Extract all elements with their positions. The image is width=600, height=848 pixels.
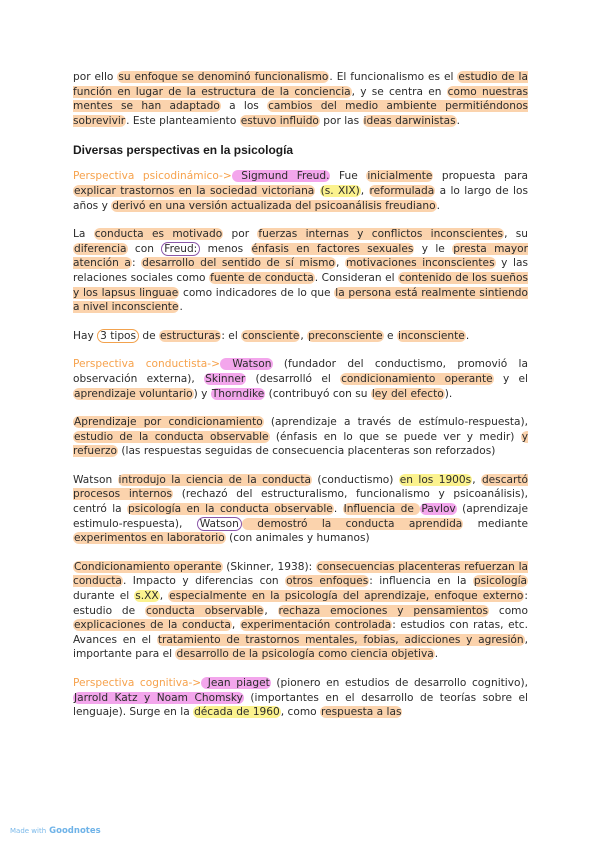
highlight: inicialmente bbox=[367, 170, 433, 183]
highlight: condicionamiento operante bbox=[341, 372, 493, 385]
highlight: ley del efecto bbox=[371, 387, 444, 400]
paragraph-behaviorist bbox=[73, 357, 528, 401]
text: , bbox=[231, 619, 240, 632]
highlight: consecuencias placenteras refuerzan la conducta bbox=[73, 560, 529, 588]
text: . bbox=[434, 648, 439, 661]
highlight-pink: Sigmund Freud. bbox=[232, 170, 330, 183]
text: propuesta para bbox=[433, 170, 529, 183]
text: promovió la observación externa), bbox=[73, 358, 528, 385]
highlight-pink: Jean piaget bbox=[202, 677, 270, 689]
highlight-pink: Jarrold Katz y Noam Chomsky bbox=[74, 691, 243, 704]
text: . Consideran el bbox=[314, 271, 399, 284]
text bbox=[315, 185, 319, 197]
highlight: psicología en la conducta observable bbox=[128, 503, 333, 516]
text: (las respuestas seguidas de consecuencia placenteras son reforzados) bbox=[118, 445, 496, 458]
text: . El funcionalismo es el bbox=[329, 71, 458, 83]
text: a los bbox=[220, 100, 268, 113]
text: a lo largo de los años y bbox=[73, 184, 528, 212]
highlight: fuerzas internas y conflictos inconscientes bbox=[258, 228, 504, 241]
watermark-made-with: Made with bbox=[10, 827, 47, 835]
circled-word: Freud: bbox=[161, 242, 200, 256]
highlight: estudio de la conducta observable bbox=[74, 430, 269, 443]
highlight: ideas darwinistas bbox=[363, 114, 456, 127]
text: , importante para el bbox=[73, 633, 528, 661]
highlight: consciente bbox=[242, 329, 300, 342]
highlight-yellow: en los 1900s bbox=[399, 473, 472, 486]
highlight: tratamiento de trastornos mentales, fobias, adicciones y agresión bbox=[157, 633, 524, 646]
text: (Skinner, 1938): bbox=[222, 560, 316, 573]
text: . bbox=[179, 301, 183, 314]
text: durante el bbox=[73, 590, 135, 603]
highlight: introdujo la ciencia de la conducta bbox=[118, 473, 312, 486]
text: Fue bbox=[330, 170, 367, 183]
highlight-yellow: s.XX bbox=[135, 590, 159, 603]
text: (desarrolló el bbox=[246, 372, 341, 385]
highlight: psicología bbox=[473, 575, 527, 588]
highlight-yellow: década de 1960 bbox=[194, 706, 280, 719]
highlight: respuesta a las bbox=[321, 706, 402, 719]
highlight: experimentación controlada bbox=[240, 619, 392, 632]
text: de bbox=[139, 329, 160, 342]
paragraph-conditioning bbox=[73, 415, 528, 459]
perspective-title: Perspectiva psicodinámico-> bbox=[73, 170, 232, 183]
text: . bbox=[465, 329, 470, 342]
highlight: estuvo influido bbox=[240, 114, 319, 127]
text: , bbox=[264, 604, 278, 617]
highlight-pink: Watson bbox=[220, 358, 272, 371]
highlight: contenido de los sueños y los lapsus linguae bbox=[73, 271, 529, 299]
highlight-pink: Pavlov bbox=[421, 503, 456, 516]
text: menos bbox=[200, 242, 251, 255]
highlight: diferencia bbox=[74, 242, 127, 255]
text: , su bbox=[504, 228, 528, 241]
text: . bbox=[456, 114, 460, 127]
text: . Este planteamiento bbox=[126, 114, 240, 127]
text: y le bbox=[414, 242, 453, 255]
text: mediante bbox=[463, 517, 529, 530]
text: , bbox=[360, 184, 369, 197]
highlight: explicar trastornos en la sociedad victoriana bbox=[74, 184, 315, 197]
text: (énfasis en lo que se puede ver y medir) bbox=[269, 430, 521, 443]
highlight: preconsciente bbox=[308, 329, 383, 342]
text: como bbox=[489, 604, 528, 617]
text: (conductismo) bbox=[312, 473, 399, 486]
highlight: aprendizaje voluntario bbox=[74, 387, 193, 400]
highlight: rechaza emociones y pensamientos bbox=[278, 604, 489, 617]
text: . bbox=[436, 199, 440, 212]
text: y el bbox=[493, 372, 528, 385]
text: Watson bbox=[73, 473, 118, 486]
text: (con animales y humanos) bbox=[225, 532, 370, 545]
highlight-pink: Thorndike bbox=[211, 387, 265, 400]
highlight: Aprendizaje por condicionamiento bbox=[74, 416, 263, 429]
paragraph-motivation bbox=[73, 227, 528, 315]
text: como indicadores de lo que bbox=[179, 286, 335, 299]
circled-word: Watson bbox=[197, 517, 242, 531]
highlight: conducta observable bbox=[146, 604, 264, 617]
goodnotes-watermark bbox=[10, 826, 101, 836]
perspective-title: Perspectiva conductista-> bbox=[73, 358, 220, 371]
text: Hay bbox=[73, 329, 98, 342]
paragraph-operant bbox=[73, 560, 528, 662]
highlight: estudio de la función en lugar de la estructura de la conciencia bbox=[73, 71, 528, 98]
watermark-brand: Goodnotes bbox=[49, 826, 101, 836]
text: , bbox=[159, 590, 169, 603]
text: : el bbox=[221, 329, 242, 342]
paragraph-functionalism bbox=[73, 70, 528, 128]
highlight: la persona está realmente sintiendo a nivel inconsciente bbox=[73, 286, 529, 314]
paragraph-watson bbox=[73, 473, 528, 546]
highlight: conducta es motivado bbox=[94, 228, 223, 241]
text: e bbox=[383, 329, 397, 342]
text: ). bbox=[444, 387, 453, 400]
highlight: derivó en una versión actualizada del psicoanálisis freudiano bbox=[112, 199, 436, 212]
highlight: y refuerzo bbox=[73, 430, 528, 458]
circled-word: 3 tipos bbox=[97, 329, 139, 343]
text: , bbox=[335, 257, 345, 270]
highlight: fuente de conducta bbox=[210, 271, 314, 284]
text: . Impacto y diferencias con bbox=[122, 575, 286, 588]
text: (rechazó del estructuralismo, funcionalismo y psicoanálisis), centró la bbox=[73, 488, 528, 516]
text: La bbox=[73, 228, 94, 241]
text: , bbox=[472, 473, 481, 486]
highlight: motivaciones inconscientes bbox=[345, 257, 495, 270]
highlight: Condicionamiento operante bbox=[74, 560, 222, 573]
text: : estudio de bbox=[73, 590, 528, 617]
text: , y se centra en bbox=[351, 85, 447, 98]
paragraph-psychodynamic bbox=[73, 169, 528, 213]
text: (fundador del conductismo, bbox=[272, 358, 446, 371]
highlight: explicaciones de la conducta bbox=[74, 619, 231, 632]
text: : estudios con ratas, etc. Avances en el bbox=[73, 619, 528, 646]
highlight: reformulada bbox=[369, 184, 435, 197]
text: (importantes en el desarrollo de teorías sobre el lenguaje). Surge en la bbox=[73, 691, 528, 719]
text: (pionero en estudios de desarrollo cognitivo), bbox=[270, 677, 528, 689]
text: : influencia en la bbox=[369, 575, 473, 588]
note-page bbox=[73, 70, 528, 720]
highlight: inconsciente bbox=[397, 329, 465, 342]
highlight: desarrollo de la psicología como ciencia objetiva bbox=[176, 648, 434, 661]
paragraph-cognitive bbox=[73, 676, 528, 720]
highlight-yellow: (s. XIX) bbox=[320, 184, 360, 197]
text: ) y bbox=[193, 387, 211, 400]
text: y las relaciones sociales como bbox=[73, 257, 528, 284]
highlight: énfasis en factores sexuales bbox=[251, 242, 414, 255]
text: (aprendizaje estimulo-respuesta), bbox=[73, 503, 528, 530]
text: . bbox=[333, 503, 343, 516]
highlight: estructuras bbox=[160, 329, 221, 342]
perspective-title: Perspectiva cognitiva-> bbox=[73, 677, 202, 689]
text: con bbox=[127, 242, 162, 255]
highlight: como nuestras mentes se han adaptado bbox=[73, 85, 528, 113]
highlight: presta mayor atención a bbox=[73, 242, 528, 270]
text: por bbox=[223, 228, 258, 241]
paragraph-structures bbox=[73, 329, 528, 344]
highlight: experimentos en laboratorio bbox=[74, 532, 225, 545]
text: (aprendizaje a través de estímulo-respuesta), bbox=[263, 416, 529, 429]
section-heading: Diversas perspectivas en la psicología bbox=[73, 143, 294, 158]
highlight: su enfoque se denominó funcionalismo bbox=[118, 71, 329, 83]
text: (contribuyó con su bbox=[265, 387, 371, 400]
highlight: Influencia de bbox=[343, 503, 420, 516]
highlight: descartó procesos internos bbox=[73, 473, 529, 501]
text: , bbox=[300, 329, 308, 342]
highlight: demostró la conducta aprendida bbox=[242, 517, 463, 530]
highlight: especialmente en la psicología del aprendizaje, enfoque externo bbox=[169, 590, 524, 603]
highlight-pink: Skinner bbox=[205, 372, 246, 385]
highlight: desarrollo del sentido de sí mismo bbox=[142, 257, 335, 270]
text: por ello bbox=[73, 71, 118, 83]
highlight: otros enfoques bbox=[286, 575, 369, 588]
highlight: cambios del medio ambiente permitiéndonos sobrevivir bbox=[73, 100, 528, 127]
text: por las bbox=[319, 114, 363, 127]
text: , como bbox=[280, 706, 320, 719]
text: : bbox=[131, 257, 142, 270]
